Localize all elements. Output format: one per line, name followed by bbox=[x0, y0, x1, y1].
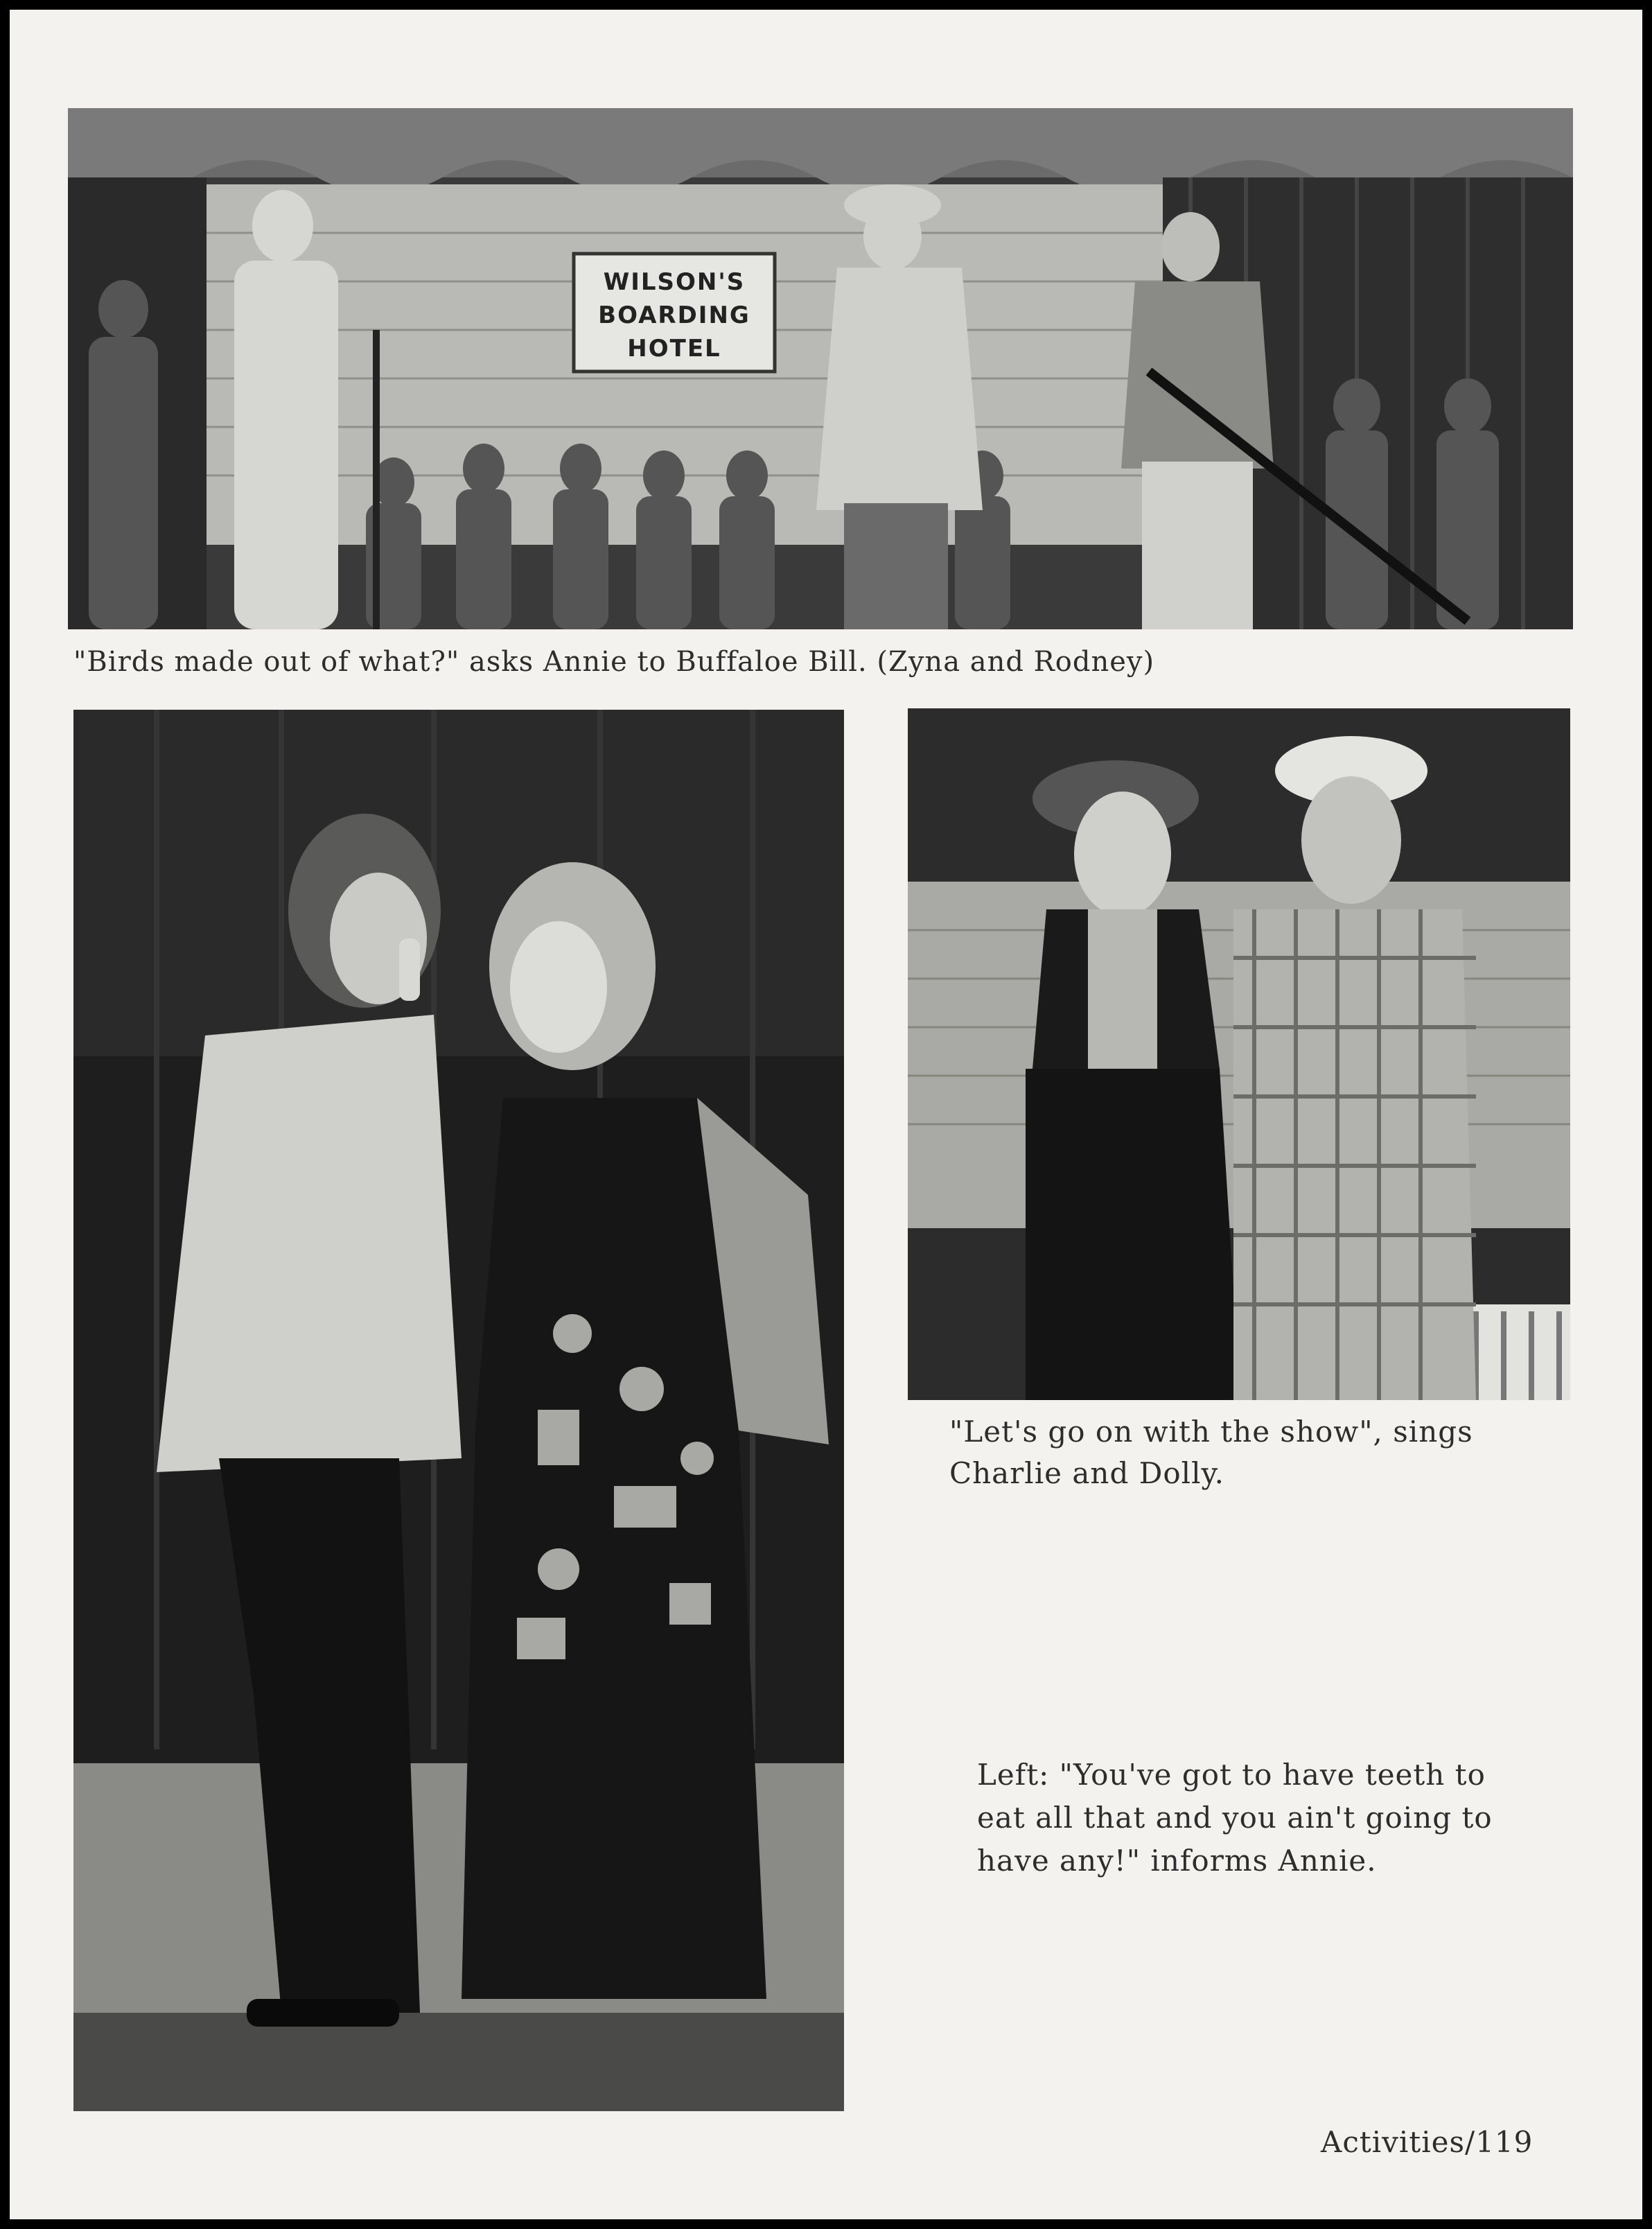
caption-top-photo: "Birds made out of what?" asks Annie to Buffaloe Bill. (Zyna and Rodney) bbox=[73, 646, 1155, 678]
sign-line-1: WILSON'S bbox=[603, 268, 746, 296]
sign-line-3: HOTEL bbox=[627, 335, 721, 362]
yearbook-page bbox=[10, 10, 1642, 2219]
photo-shush-scene bbox=[73, 710, 844, 2111]
photo-stage-scene bbox=[68, 108, 1573, 629]
caption-left-photo-note: Left: "You've got to have teeth to eat all that and you ain't going to have any!" informs Annie. bbox=[977, 1758, 1493, 1878]
sign-line-2: BOARDING bbox=[598, 301, 750, 329]
photo-charlie-dolly bbox=[908, 708, 1570, 1400]
page-number: Activities/119 bbox=[1321, 2125, 1534, 2159]
caption-right-photo: "Let's go on with the show", sings Charlie and Dolly. bbox=[949, 1415, 1473, 1490]
